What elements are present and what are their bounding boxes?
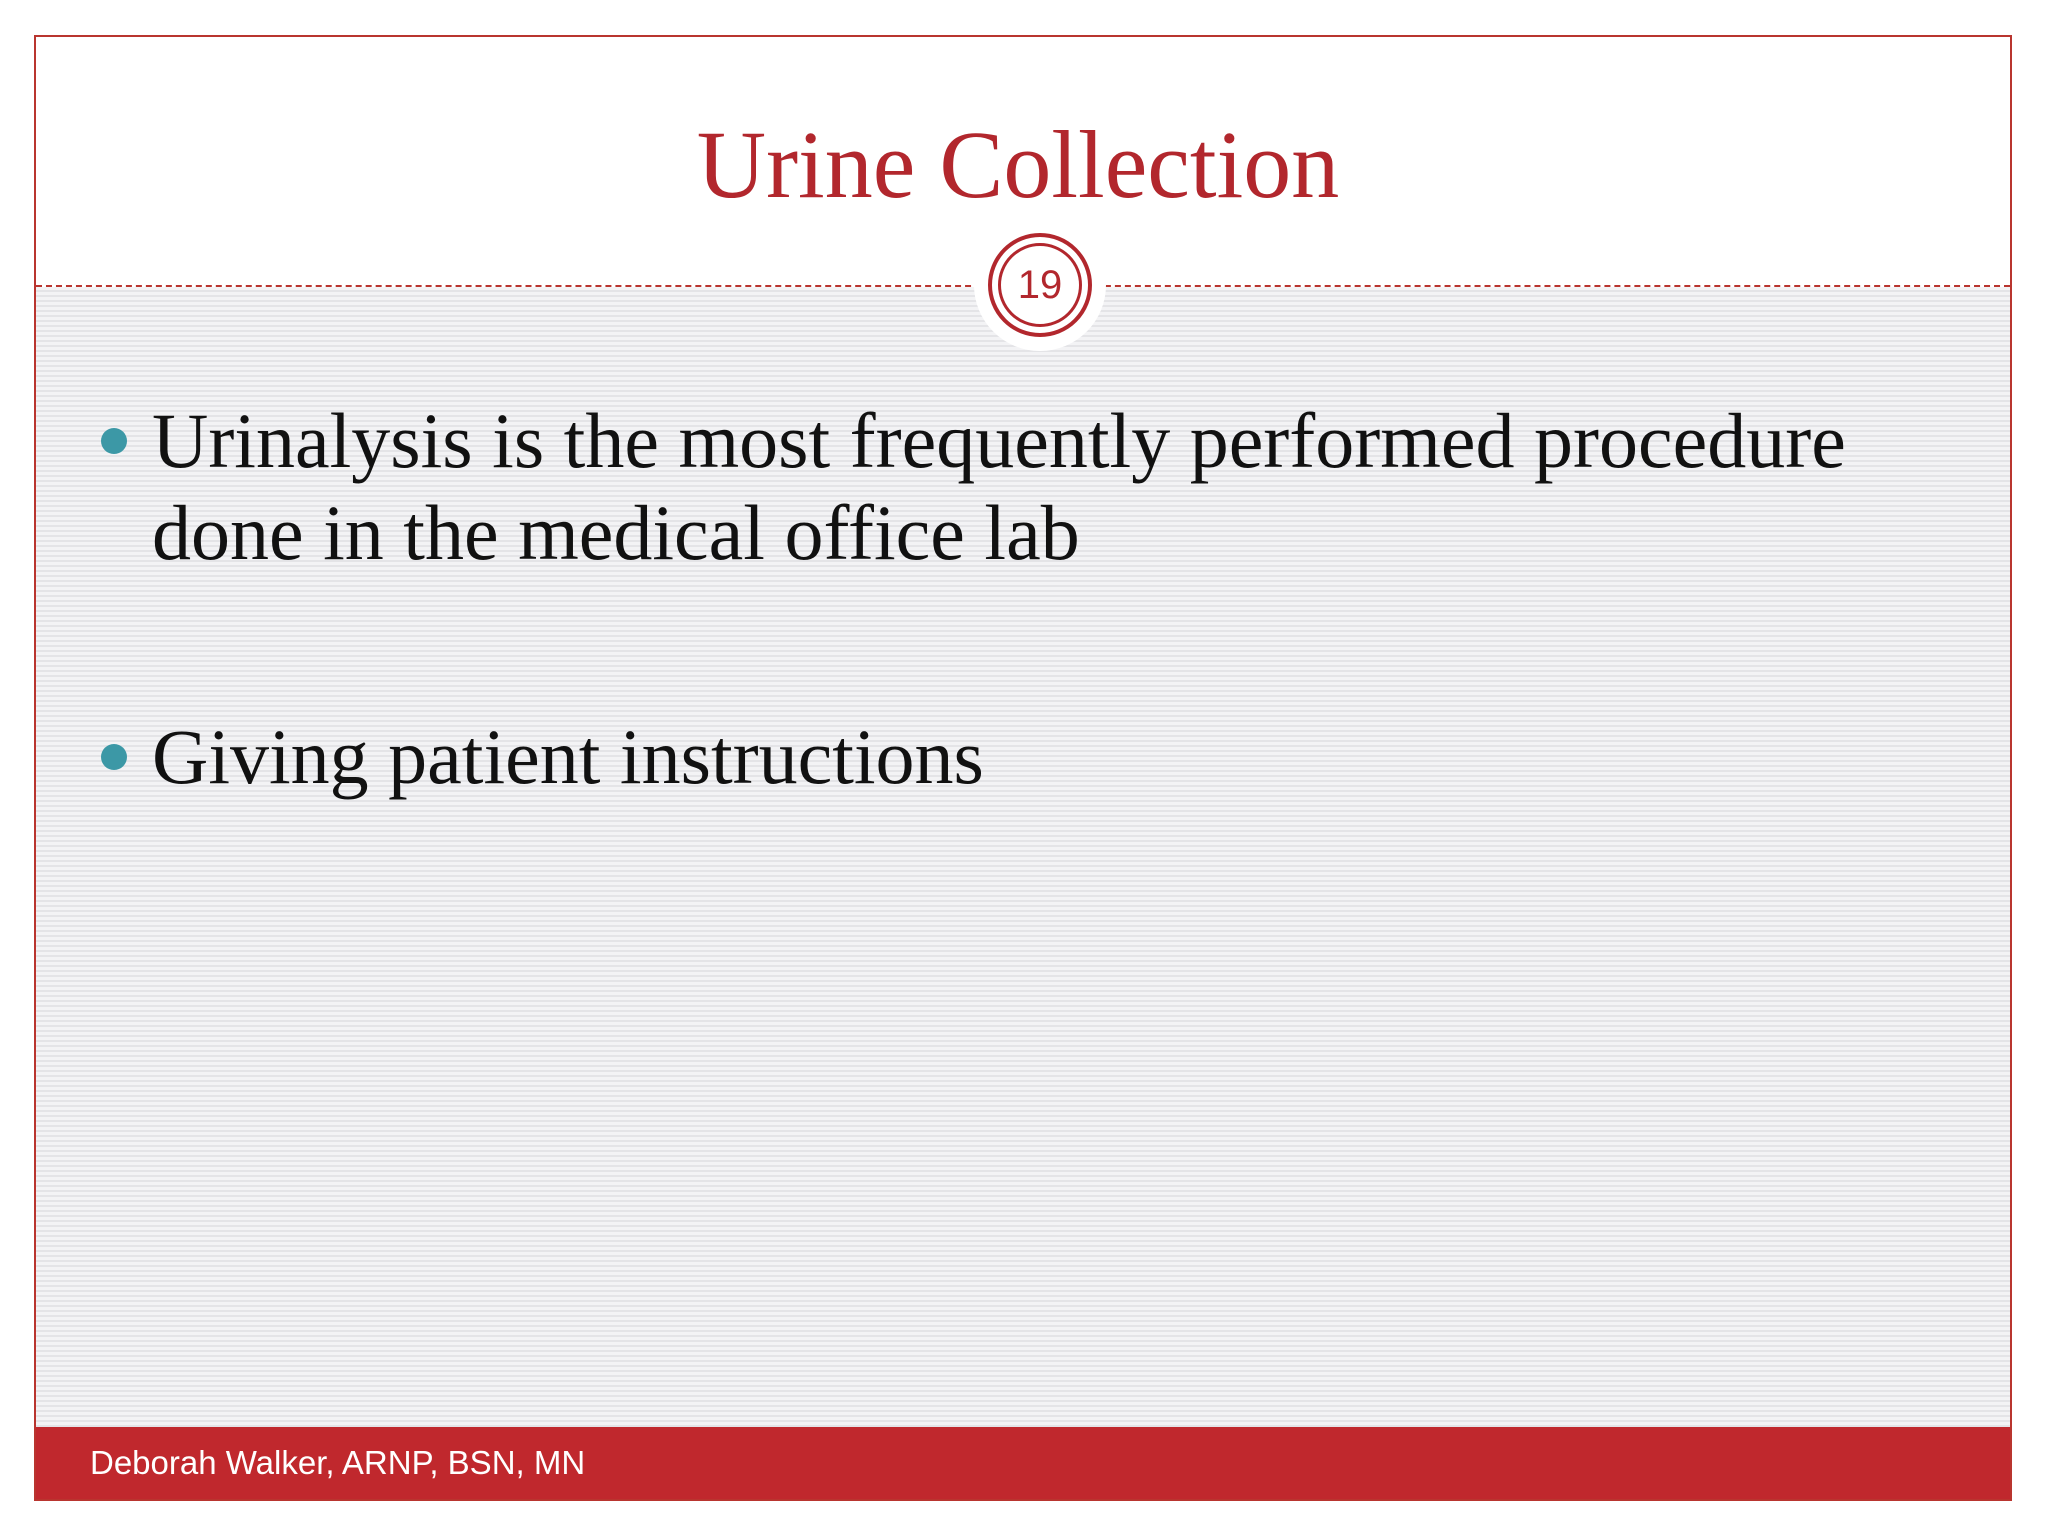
bullet-icon xyxy=(101,744,127,770)
slide xyxy=(34,35,2012,1501)
bullet-list xyxy=(36,37,2010,1499)
bullet-item xyxy=(152,711,1932,803)
bullet-item xyxy=(152,395,1932,579)
footer-author: Deborah Walker, ARNP, BSN, MN xyxy=(90,1444,586,1481)
footer-bar xyxy=(36,1427,2010,1499)
slide-title: Urine Collection xyxy=(696,111,1340,218)
bullet-text: Giving patient instructions xyxy=(152,713,984,800)
page-number: 19 xyxy=(1017,263,1063,307)
bullet-icon xyxy=(101,428,127,454)
bullet-text: Urinalysis is the most frequently performed procedure done in the medical office lab xyxy=(152,397,1846,576)
